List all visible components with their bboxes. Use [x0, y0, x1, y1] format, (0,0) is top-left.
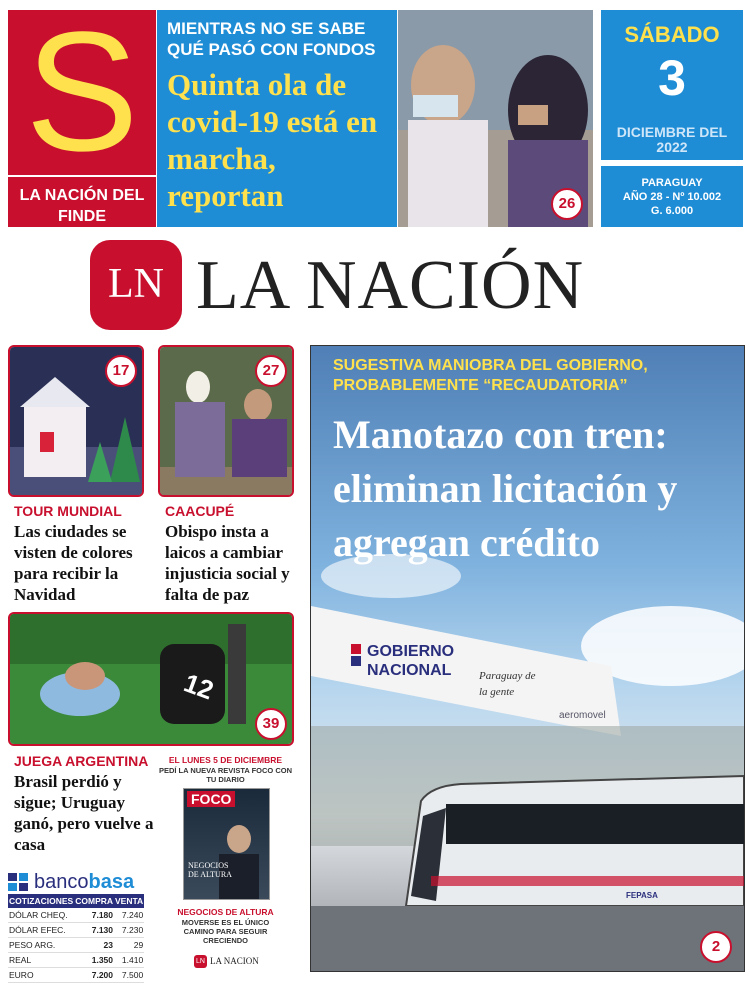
foco-promo[interactable]: [158, 755, 293, 970]
rate-buy: 1.350: [74, 953, 114, 968]
sign-flag-blue: [351, 656, 361, 666]
masthead-title: LA NACIÓN: [196, 247, 585, 324]
bank-rates: [8, 870, 148, 980]
table-row: [8, 923, 144, 938]
promo-subline: PEDÍ LA NUEVA REVISTA FOCO CON TU DIARIO: [158, 766, 293, 784]
story-1-headline[interactable]: Las ciudades se visten de colores para recibir la Navidad: [14, 522, 133, 604]
date-box: [601, 10, 743, 160]
page-badge-26: 26: [551, 188, 583, 220]
rate-sell: 7.230: [114, 923, 144, 938]
sign-line-2: NACIONAL: [367, 662, 452, 679]
rate-buy: 7.130: [74, 923, 114, 938]
col-cotizaciones: COTIZACIONES: [9, 896, 74, 906]
issue-number: AÑO 28 - Nº 10.002: [622, 191, 722, 203]
story-3-section: JUEGA ARGENTINA: [14, 753, 149, 769]
train-label: FEPASA: [626, 891, 658, 900]
promo-footer-name: LA NACION: [210, 956, 259, 966]
page-badge-2: 2: [700, 931, 732, 963]
vaccination-photo: [398, 10, 593, 227]
finde-caption: LA NACIÓN DEL FINDE: [8, 175, 156, 227]
issue-info-box: [601, 166, 743, 227]
issue-price: G. 6.000: [650, 205, 694, 217]
issue-info: [601, 176, 743, 218]
rate-sell: 29: [114, 938, 144, 953]
main-story[interactable]: [310, 345, 745, 972]
promo-tag-red: NEGOCIOS DE ALTURA: [177, 907, 274, 917]
month-year: DICIEMBRE DEL 2022: [616, 124, 728, 155]
story-2-photo[interactable]: [158, 345, 294, 497]
story-2-section: CAACUPÉ: [165, 503, 235, 519]
rate-name: DÓLAR CHEQ.: [8, 908, 74, 923]
story-3-photo[interactable]: [8, 612, 294, 746]
rate-buy: 7.180: [74, 908, 114, 923]
promo-footer-logo: LN: [194, 955, 207, 968]
page-badge-17: 17: [105, 355, 137, 387]
ln-logo[interactable]: [90, 240, 182, 330]
foco-cover: [183, 788, 270, 900]
page-badge-39: 39: [255, 708, 287, 740]
page-badge-27: 27: [255, 355, 287, 387]
promo-tagline: MOVERSE ES EL ÚNICO CAMINO PARA SEGUIR CRECIENDO: [181, 918, 270, 945]
top-story[interactable]: [157, 10, 397, 227]
foco-masthead: FOCO: [187, 791, 235, 807]
bank-name: [34, 870, 134, 894]
rate-sell: 7.500: [114, 968, 144, 983]
table-row: [8, 908, 144, 923]
sign-script: Paraguay de la gente: [479, 670, 536, 698]
bank-rates-table: [8, 894, 144, 983]
day-number: 3: [658, 50, 686, 106]
table-row: [8, 953, 144, 968]
story-2-headline[interactable]: Obispo insta a laicos a cambiar injusticia social y falta de paz: [165, 522, 290, 604]
finde-logo-box: [8, 0, 156, 227]
bank-rates-header: [8, 894, 144, 908]
football-players-art: [10, 614, 292, 744]
main-story-kicker: SUGESTIVA MANIOBRA DEL GOBIERNO, PROBABLEMENTE “RECAUDATORIA”: [333, 357, 648, 394]
rate-name: DÓLAR EFEC.: [8, 923, 74, 938]
table-row: [8, 938, 144, 953]
top-story-headline: Quinta ola de covid-19 está en marcha, reportan: [167, 67, 378, 213]
foco-cover-person: [214, 819, 264, 899]
bank-name-b: basa: [88, 871, 135, 893]
promo-date: EL LUNES 5 DE DICIEMBRE: [168, 755, 283, 765]
main-story-headline: Manotazo con tren: eliminan licitación y agregan crédito: [333, 412, 678, 565]
bank-name-a: banco: [34, 871, 89, 893]
finde-logo-letter: S: [25, 0, 139, 187]
story-1-photo[interactable]: [8, 345, 144, 497]
col-compra: COMPRA: [75, 896, 114, 906]
bank-logo-icon: [8, 873, 30, 891]
story-1-section: TOUR MUNDIAL: [14, 503, 122, 519]
rate-buy: 23: [74, 938, 114, 953]
rate-sell: 7.240: [114, 908, 144, 923]
ln-logo-text: LN: [108, 261, 164, 307]
foco-cover-title: NEGOCIOS DE ALTURA: [188, 861, 232, 879]
story-3-headline[interactable]: Brasil perdió y sigue; Uruguay ganó, pero vuelve a casa: [14, 772, 154, 854]
col-venta: VENTA: [115, 896, 144, 906]
svg-text:12: 12: [180, 667, 218, 706]
sign-brand: aeromovel: [559, 710, 606, 721]
rate-name: EURO: [8, 968, 74, 983]
sign-text: [367, 642, 454, 680]
sign-line-1: GOBIERNO: [367, 643, 455, 660]
rate-name: REAL: [8, 953, 74, 968]
rate-sell: 1.410: [114, 953, 144, 968]
sign-flag-red: [351, 644, 361, 654]
issue-country: PARAGUAY: [641, 177, 703, 189]
rate-buy: 7.200: [74, 968, 114, 983]
day-name: SÁBADO: [624, 22, 720, 47]
rate-name: PESO ARG.: [8, 938, 74, 953]
table-row: [8, 968, 144, 983]
top-story-kicker: MIENTRAS NO SE SABE QUÉ PASÓ CON FONDOS: [167, 19, 376, 59]
